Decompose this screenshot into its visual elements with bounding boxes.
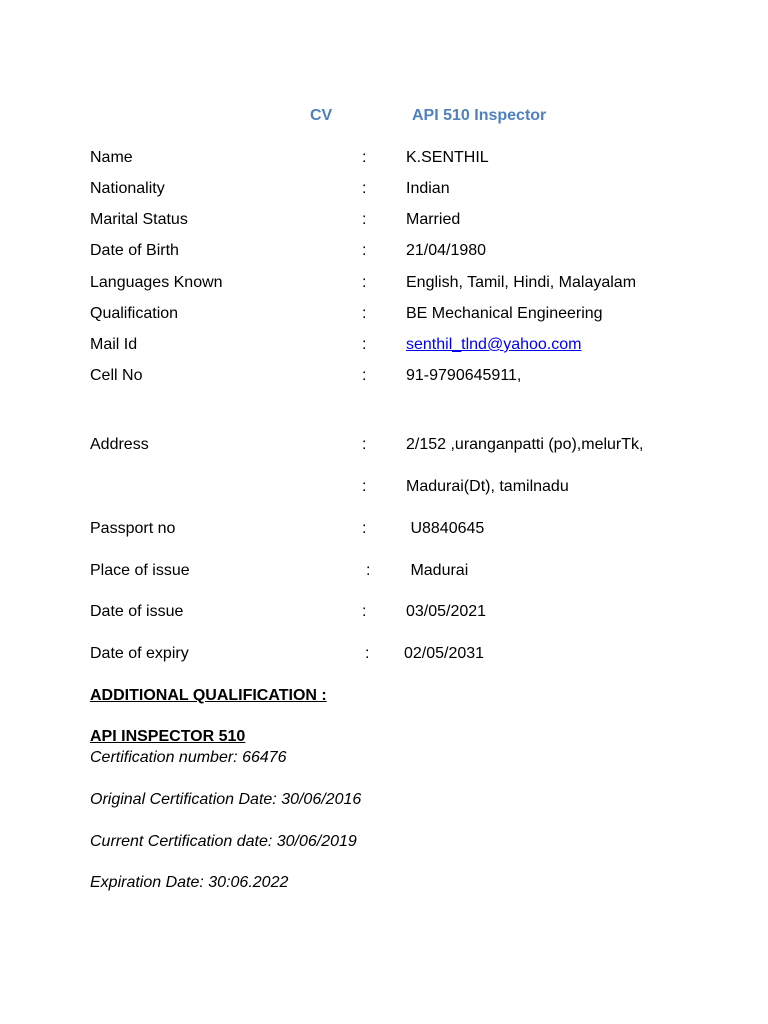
detail-value bbox=[406, 336, 581, 354]
detail-value: K.SENTHIL bbox=[406, 149, 489, 166]
detail-row-address bbox=[0, 436, 768, 458]
detail-colon: : bbox=[362, 436, 367, 453]
detail-value: Madurai(Dt), tamilnadu bbox=[406, 478, 569, 495]
detail-colon: : bbox=[362, 367, 367, 384]
detail-label: Marital Status bbox=[90, 211, 188, 228]
detail-colon: : bbox=[362, 274, 367, 291]
detail-row-date-of-issue bbox=[0, 603, 768, 625]
detail-colon: : bbox=[362, 478, 367, 495]
detail-row-place-of-issue bbox=[0, 562, 768, 584]
detail-row-marital-status bbox=[0, 211, 768, 233]
detail-colon: : bbox=[362, 211, 367, 228]
detail-label: Mail Id bbox=[90, 336, 138, 353]
certification-number: Certification number: 66476 bbox=[90, 749, 287, 766]
api-inspector-heading: API INSPECTOR 510 bbox=[90, 728, 246, 745]
detail-value: Indian bbox=[406, 180, 450, 197]
detail-value: 91-9790645911, bbox=[406, 367, 522, 384]
expiration-date: Expiration Date: 30:06.2022 bbox=[90, 874, 289, 891]
detail-label: Nationality bbox=[90, 180, 165, 197]
detail-value: Madurai bbox=[406, 562, 469, 579]
detail-value: English, Tamil, Hindi, Malayalam bbox=[406, 274, 637, 291]
detail-label: Cell No bbox=[90, 367, 143, 384]
detail-label: Date of issue bbox=[90, 603, 184, 620]
detail-colon: : bbox=[362, 520, 367, 537]
detail-label: Date of expiry bbox=[90, 645, 189, 662]
detail-colon: : bbox=[366, 562, 371, 579]
detail-label: Qualification bbox=[90, 305, 179, 322]
detail-row-nationality bbox=[0, 180, 768, 202]
role-title: API 510 Inspector bbox=[412, 107, 547, 124]
detail-colon: : bbox=[362, 603, 367, 620]
detail-row-cell-no bbox=[0, 367, 768, 389]
detail-row-name bbox=[0, 149, 768, 171]
cv-title: CV bbox=[310, 107, 333, 124]
detail-colon: : bbox=[362, 336, 367, 353]
detail-colon: : bbox=[362, 180, 367, 197]
detail-colon: : bbox=[362, 149, 367, 166]
detail-colon: : bbox=[362, 242, 367, 259]
detail-label: Address bbox=[90, 436, 149, 453]
detail-label: Passport no bbox=[90, 520, 176, 537]
detail-row-date-of-expiry bbox=[0, 645, 768, 667]
detail-value: 2/152 ,uranganpatti (po),melurTk, bbox=[406, 436, 644, 453]
detail-label: Date of Birth bbox=[90, 242, 179, 259]
detail-row-qualification bbox=[0, 305, 768, 327]
detail-value: Married bbox=[406, 211, 461, 228]
detail-value: 21/04/1980 bbox=[406, 242, 487, 259]
detail-value: U8840645 bbox=[406, 520, 485, 537]
email-link[interactable]: senthil_tlnd@yahoo.com bbox=[406, 336, 582, 353]
detail-label: Languages Known bbox=[90, 274, 223, 291]
detail-row-address-cont bbox=[0, 478, 768, 500]
detail-row-date-of-birth bbox=[0, 242, 768, 264]
detail-label: Place of issue bbox=[90, 562, 190, 579]
detail-label: Name bbox=[90, 149, 133, 166]
additional-qualification-heading: ADDITIONAL QUALIFICATION : bbox=[90, 687, 327, 704]
current-certification-date: Current Certification date: 30/06/2019 bbox=[90, 833, 357, 850]
detail-value: 02/05/2031 bbox=[404, 645, 485, 662]
detail-colon: : bbox=[365, 645, 370, 662]
detail-row-languages bbox=[0, 274, 768, 296]
detail-colon: : bbox=[362, 305, 367, 322]
detail-row-mail-id bbox=[0, 336, 768, 358]
detail-value: BE Mechanical Engineering bbox=[406, 305, 603, 322]
detail-row-passport-no bbox=[0, 520, 768, 542]
detail-value: 03/05/2021 bbox=[406, 603, 487, 620]
original-certification-date: Original Certification Date: 30/06/2016 bbox=[90, 791, 362, 808]
